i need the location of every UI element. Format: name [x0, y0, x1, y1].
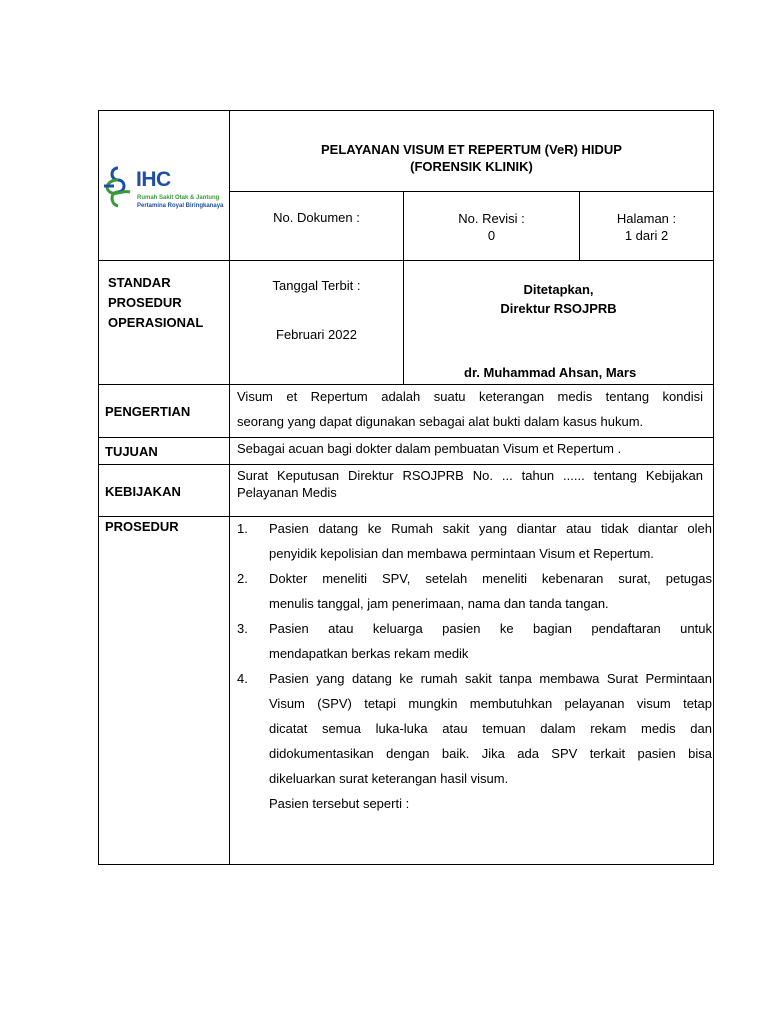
title-line-1: PELAYANAN VISUM ET REPERTUM (VeR) HIDUP	[321, 142, 622, 157]
page-value: 1 dari 2	[624, 228, 669, 243]
sop-line-3: OPERASIONAL	[108, 315, 204, 330]
pengertian-line-1: Visum et Repertum adalah suatu keterangan medis tentang kondisi	[237, 389, 703, 404]
prosedur-trailing-text: Pasien tersebut seperti :	[269, 796, 410, 811]
item-line: dikeluarkan surat keterangan hasil visum.	[269, 771, 509, 786]
item-line: mendapatkan berkas rekam medik	[269, 646, 469, 661]
item-line: Pasien datang ke Rumah sakit yang diantar atau tidak diantar oleh	[269, 521, 712, 536]
item-text	[269, 516, 712, 566]
item-line: dicatat semua luka-luka atau temuan dalam rekam medis dan	[269, 721, 712, 736]
item-line: Pasien atau keluarga pasien ke bagian pendaftaran untuk	[269, 621, 712, 636]
doc-number-label: No. Dokumen :	[273, 210, 360, 225]
kebijakan-text	[237, 467, 703, 501]
title-line-2: (FORENSIK KLINIK)	[410, 159, 533, 174]
item-text	[269, 566, 712, 616]
item-line: Pasien yang datang ke rumah sakit tanpa membawa Surat Permintaan	[269, 671, 712, 686]
pengertian-bottom-line	[99, 437, 713, 438]
item-line: Visum (SPV) tetapi mungkin membutuhkan pelayanan visum tetap	[269, 696, 712, 711]
page-cell	[580, 210, 713, 244]
item-line: Dokter meneliti SPV, setelah meneliti kebenaran surat, petugas	[269, 571, 712, 586]
kebijakan-line-2: Pelayanan Medis	[237, 485, 337, 500]
sop-line-1: STANDAR	[108, 275, 171, 290]
tujuan-bottom-line	[99, 464, 713, 465]
sop-line-2: PROSEDUR	[108, 295, 182, 310]
page-label: Halaman :	[616, 211, 677, 226]
pengertian-text	[237, 384, 703, 434]
revision-label: No. Revisi :	[458, 211, 525, 226]
item-number: 3.	[237, 621, 248, 636]
title-bottom-line	[229, 191, 713, 192]
issue-date-value: Februari 2022	[276, 327, 357, 342]
item-number: 4.	[237, 671, 248, 686]
kebijakan-line-1: Surat Keputusan Direktur RSOJPRB No. ... tahun ...... tentang Kebijakan	[237, 468, 703, 483]
hospital-logo	[100, 166, 228, 216]
header-row2-bottom-line	[99, 260, 713, 261]
pengertian-line-2: seorang yang dapat digunakan sebagai alat bukti dalam kasus hukum.	[237, 414, 644, 429]
sop-document	[98, 110, 714, 865]
revision-value: 0	[487, 228, 496, 243]
kebijakan-label: KEBIJAKAN	[105, 484, 181, 499]
cross-logo-icon	[100, 166, 136, 210]
revision-cell	[404, 210, 579, 244]
approved-line-1: Ditetapkan,	[523, 282, 594, 297]
tujuan-text: Sebagai acuan bagi dokter dalam pembuatan Visum et Repertum .	[237, 441, 622, 456]
item-text	[269, 666, 712, 816]
document-title	[230, 141, 713, 175]
item-line: didokumentasikan dengan baik. Jika ada SPV terkait pasien bisa	[269, 746, 712, 761]
issue-date-label: Tanggal Terbit :	[272, 278, 361, 293]
approval-block	[404, 280, 713, 318]
logo-subtitle-1: Rumah Sakit Otak & Jantung	[137, 195, 220, 201]
item-number: 1.	[237, 521, 248, 536]
logo-subtitle-2: Pertamina Royal Biringkanaya	[137, 203, 224, 209]
item-number: 2.	[237, 571, 248, 586]
item-text	[269, 616, 712, 666]
logo-name: IHC	[136, 168, 171, 191]
item-line: penyidik kepolisian dan membawa permintaan Visum et Repertum.	[269, 546, 654, 561]
approver-name: dr. Muhammad Ahsan, Mars	[464, 365, 637, 380]
approved-line-2: Direktur RSOJPRB	[500, 301, 617, 316]
sop-label	[108, 273, 228, 333]
tujuan-label: TUJUAN	[105, 444, 158, 459]
item-line: menulis tanggal, jam penerimaan, nama dan tanda tangan.	[269, 596, 609, 611]
prosedur-list	[237, 516, 712, 861]
pengertian-label: PENGERTIAN	[105, 404, 191, 419]
prosedur-label: PROSEDUR	[105, 519, 179, 534]
